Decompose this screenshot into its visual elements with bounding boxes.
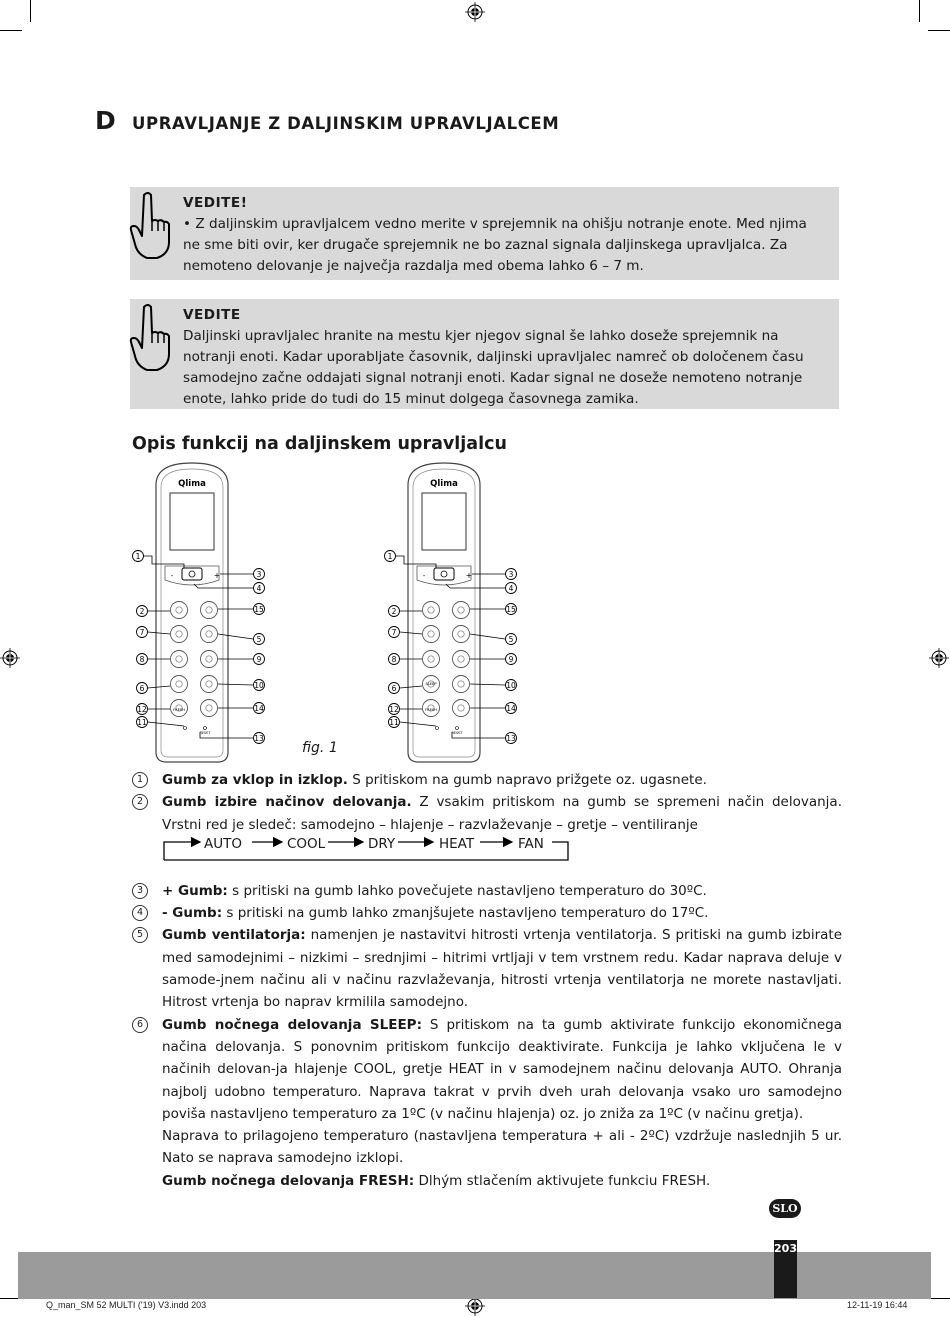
callout-number: 5 [256, 635, 262, 644]
remote-button [201, 700, 218, 717]
note-title: VEDITE [183, 307, 241, 323]
crop-mark [928, 1298, 950, 1299]
remote-button [171, 602, 188, 619]
item-number: 4 [132, 905, 148, 921]
crop-mark [0, 30, 22, 31]
callout-number: 14 [254, 704, 264, 713]
callout-number: 11 [137, 718, 147, 727]
item-text: Dlhým stlačením aktivujete funkciu FRESH. [414, 1172, 711, 1189]
flow-step: AUTO [204, 835, 242, 852]
flow-step: HEAT [439, 835, 475, 852]
crop-mark [928, 30, 950, 31]
item-text: S pritiskom na ta gumb aktivirate funkcijo ekonomičnega načina delovanja. S ponovnim pritiskom funkcijo deaktivirate. Funkcija je lahko vključena le v načinih delovan-ja hlajenje COOL, gretje HEAT in v samodejnem načinu delovanja AUTO. Ohranja najbolj udobno temperaturo. Naprava takrat v prvih dveh urah delovanja vsako uro samodejno poviša nastavljeno temperaturo za 1ºC (v načinu hlajenja) oz. jo zniža za 1ºC (v načinu gretja). [162, 1016, 842, 1122]
callout-number: 15 [254, 605, 264, 614]
remote-button [201, 676, 218, 693]
remote-button [423, 651, 440, 668]
registration-mark-icon [929, 648, 949, 668]
subheading: Opis funkcij na daljinskem upravljalcu [132, 434, 507, 454]
callout-number: 6 [391, 684, 397, 693]
remote-button [201, 651, 218, 668]
list-item [132, 1014, 842, 1125]
item-label: Gumb nočnega delovanja FRESH: [162, 1172, 415, 1189]
item-text: Z vsakim pritiskom na gumb se spremeni način delovanja. Vrstni red je sledeč: samodejno – hlajenje – razvlaževanje – gretje – ventiliranje [162, 794, 842, 833]
callout-number: 1 [387, 552, 393, 561]
item-label: Gumb za vklop in izklop. [162, 772, 348, 788]
callout-number: 10 [506, 681, 516, 690]
plus-label: + [213, 571, 221, 580]
callout-number: 7 [139, 628, 145, 637]
item-number: 6 [132, 1017, 148, 1033]
pointing-hand-icon [126, 301, 170, 373]
language-badge: SLO [769, 1199, 801, 1218]
list-item [132, 924, 842, 1013]
callout-number: 6 [139, 684, 145, 693]
callout-number: 9 [256, 655, 262, 664]
remote-button [453, 676, 470, 693]
remote-button [423, 602, 440, 619]
remote-button [453, 626, 470, 643]
callout-number: 10 [254, 681, 264, 690]
lcd-display [170, 493, 214, 550]
function-list [132, 769, 842, 1192]
registration-mark-icon [465, 2, 485, 22]
list-item [132, 791, 842, 836]
list-item-fresh [132, 1170, 842, 1192]
flow-step: FAN [518, 835, 544, 852]
item-number: 5 [132, 927, 148, 943]
callout-number: 12 [389, 705, 399, 714]
brand-logo: Qlima [430, 479, 458, 489]
power-button [434, 568, 454, 580]
page-number: 203 [774, 1240, 797, 1298]
callout-number: 9 [508, 655, 514, 664]
note-text: Daljinski upravljalec hranite na mestu kjer njegov signal še lahko doseže sprejemnik na notranji enoti. Kadar uporabljate časovnik, daljinski upravljalec namreč ob določenem času samodejno začne oddajati signal notranji enoti. Kadar signal ne doseže nemoteno notranje enote, lahko pride do tudi do 15 minut dolgega časovnega zamika. [183, 328, 804, 407]
callout-number: 8 [391, 655, 397, 664]
power-button [182, 568, 202, 580]
callout-number: 1 [135, 552, 141, 561]
fresh-label: FRESH [425, 708, 437, 712]
item-text: namenjen je nastavitvi hitrosti vrtenja ventilatorja. S pritiski na gumb izbirate med samodejnimi – nizkimi – srednjimi – hitrimi vrtljaji v tem vrstnem redu. Kadar naprava deluje v samode-jnem načinu ali v načinu razvlaževanja, hitrosti vrtenja ventilatorja ne morete nastavljati. Hitrost vrtenja bo naprav krmilila samodejno. [162, 927, 843, 1011]
remote-button [171, 651, 188, 668]
item-text: s pritiski na gumb lahko zmanjšujete nastavljeno temperaturo do 17ºC. [222, 905, 709, 922]
callout-number: 13 [254, 734, 264, 743]
item-label: + Gumb: [162, 882, 228, 899]
sleep-label: SLEEP [425, 682, 437, 686]
file-slug: Q_man_SM 52 MULTI ('19) V3.indd 203 [46, 1300, 207, 1310]
callout-number: 13 [506, 734, 516, 743]
minus-label: - [170, 572, 174, 580]
item-label: - Gumb: [162, 905, 223, 922]
figure-caption: fig. 1 [302, 740, 338, 756]
callout-number: 4 [508, 584, 514, 593]
pointing-hand-icon [126, 189, 170, 261]
fresh-label: FRESH [173, 708, 185, 712]
section-title: UPRAVLJANJE Z DALJINSKIM UPRAVLJALCEM [132, 114, 560, 133]
callout-number: 3 [508, 570, 514, 579]
item-text: S pritiskom na gumb napravo prižgete oz. ugasnete. [347, 772, 707, 788]
callout-number: 7 [391, 628, 397, 637]
list-item [132, 880, 842, 902]
item-label: Gumb izbire načinov delovanja. [162, 794, 412, 811]
remote-button [201, 626, 218, 643]
remote-button [171, 676, 188, 693]
callout-number: 14 [506, 704, 516, 713]
callout-number: 4 [256, 584, 262, 593]
note-box-1 [130, 187, 839, 280]
item-text: Naprava to prilagojeno temperaturo (nastavljena temperatura + ali - 2ºC) vzdržuje naslednjih 5 ur. Nato se naprava samodejno izklopi. [162, 1128, 842, 1167]
item-number: 3 [132, 883, 148, 899]
list-item-continuation [132, 1125, 842, 1170]
brand-logo: Qlima [178, 479, 206, 489]
remote-button [171, 626, 188, 643]
note-title: VEDITE! [183, 195, 248, 211]
mode-flow-diagram [162, 836, 842, 868]
reset-label: RESET [199, 731, 211, 735]
callout-number: 5 [508, 635, 514, 644]
item-number: 1 [132, 772, 148, 788]
crop-mark [30, 0, 31, 22]
reset-label: RESET [451, 731, 463, 735]
remote-button [453, 602, 470, 619]
callout-number: 2 [139, 607, 145, 616]
callout-number: 15 [506, 605, 516, 614]
minus-label: - [422, 572, 426, 580]
item-label: Gumb nočnega delovanja SLEEP: [162, 1016, 422, 1033]
lcd-display [422, 493, 466, 550]
remote-figure-right [380, 460, 530, 765]
remote-button [453, 700, 470, 717]
callout-number: 12 [137, 705, 147, 714]
remote-button [453, 651, 470, 668]
callout-number: 8 [139, 655, 145, 664]
date-slug: 12-11-19 16:44 [847, 1300, 908, 1310]
list-item [132, 769, 842, 791]
item-number: 2 [132, 794, 148, 810]
note-text: • Z daljinskim upravljalcem vedno merite v sprejemnik na ohišju notranje enote. Med njima ne sme biti ovir, ker drugače sprejemnik ne bo zaznal signala daljinskega upravljalca. Za nemoteno delovanje je največja razdalja med obema lahko 6 – 7 m. [183, 216, 807, 274]
note-box-2 [130, 299, 839, 409]
registration-mark-icon [465, 1296, 485, 1316]
callout-number: 11 [389, 718, 399, 727]
callout-number: 3 [256, 570, 262, 579]
remote-button [201, 602, 218, 619]
item-label: Gumb ventilatorja: [162, 927, 306, 944]
section-letter: D [95, 106, 116, 135]
list-item [132, 902, 842, 924]
callout-number: 2 [391, 607, 397, 616]
item-text: s pritiski na gumb lahko povečujete nastavljeno temperaturo do 30ºC. [227, 882, 707, 899]
plus-label: + [465, 571, 473, 580]
remote-button [423, 626, 440, 643]
flow-step: COOL [287, 835, 326, 852]
flow-step: DRY [368, 835, 396, 852]
remote-figure-left [128, 460, 278, 765]
registration-mark-icon [0, 648, 20, 668]
crop-mark [919, 0, 920, 22]
